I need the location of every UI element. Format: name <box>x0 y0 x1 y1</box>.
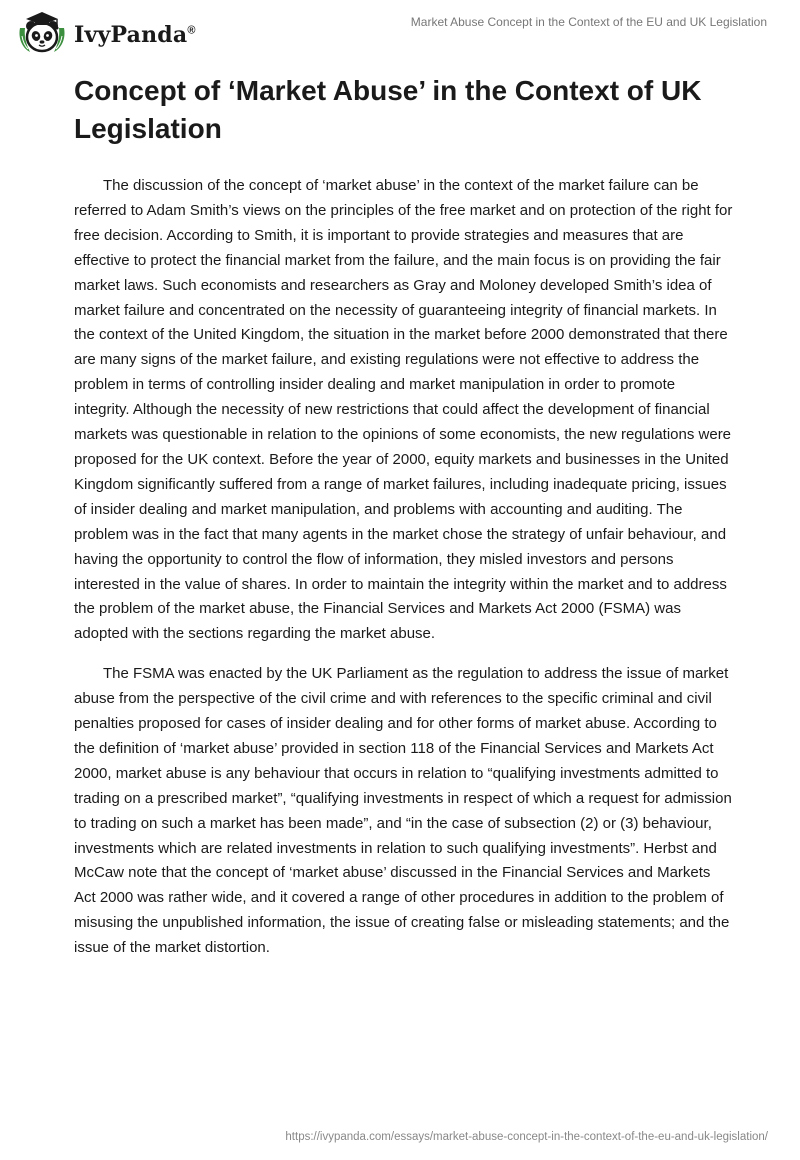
paragraph-2: The FSMA was enacted by the UK Parliament as the regulation to address the issue of market abuse from the perspective of the civil crime and with references to the specific criminal and civil penalties proposed for cases of insider dealing and for other forms of market abuse. According to the definition of ‘market abuse’ provided in section 118 of the Financial Services and Markets Act 2000, market abuse is any behaviour that occurs in relation to “qualifying investments admitted to trading on a prescribed market”, “qualifying investments in respect of which a request for admission to trading on such a market has been made”, and “in the case of subsection (2) or (3) behaviour, investments which are related investments in relation to such qualifying investments”. Herbst and McCaw note that the concept of ‘market abuse’ discussed in the Financial Services and Markets Act 2000 was rather wide, and it covered a range of other procedures in addition to the problem of misusing the unpublished information, the issue of creating false or misleading statements; and the issue of the market distortion. <box>74 665 732 957</box>
page-title: Concept of ‘Market Abuse’ in the Context of UK Legislation <box>74 75 702 144</box>
page-header <box>0 0 800 64</box>
source-url-link[interactable]: https://ivypanda.com/essays/market-abuse-concept-in-the-context-of-the-eu-and-uk-legislation/ <box>285 1131 768 1143</box>
brand-name: IvyPanda® <box>74 22 196 48</box>
running-title: Market Abuse Concept in the Context of the EU and UK Legislation <box>410 15 767 29</box>
article-body <box>74 174 734 976</box>
brand-registered-mark: ® <box>187 24 196 37</box>
brand-logo[interactable] <box>16 8 196 60</box>
panda-logo-icon <box>16 8 68 60</box>
paragraph-1: The discussion of the concept of ‘market abuse’ in the context of the market failure can be referred to Adam Smith’s views on the principles of the free market and on protection of the right for free decision. According to Smith, it is important to provide strategies and measures that are effective to protect the financial market from the failure, and the main focus is on providing the fair market laws. Such economists and researchers as Gray and Moloney developed Smith’s idea of market failure and concentrated on the necessity of guaranteeing integrity of financial markets. In the context of the United Kingdom, the situation in the market before 2000 demonstrated that there are many signs of the market failure, and existing regulations were not effective to address the problem in terms of controlling insider dealing and market manipulation in order to promote integrity. Although the necessity of new restrictions that could affect the development of financial markets was questionable in relation to the opinions of some economists, the new regulations were proposed for the UK context. Before the year of 2000, equity markets and businesses in the United Kingdom significantly suffered from a range of market failures, including inadequate pricing, issues of insider dealing and market manipulation, and problems with accounting and auditing. The problem was in the fact that many agents in the market chose the strategy of unfair behaviour, and having the opportunity to control the flow of information, they misled investors and persons interested in the value of shares. In order to maintain the integrity within the market and to address the problem of the market abuse, the Financial Services and Markets Act 2000 (FSMA) was adopted with the sections regarding the market abuse. <box>74 177 733 643</box>
